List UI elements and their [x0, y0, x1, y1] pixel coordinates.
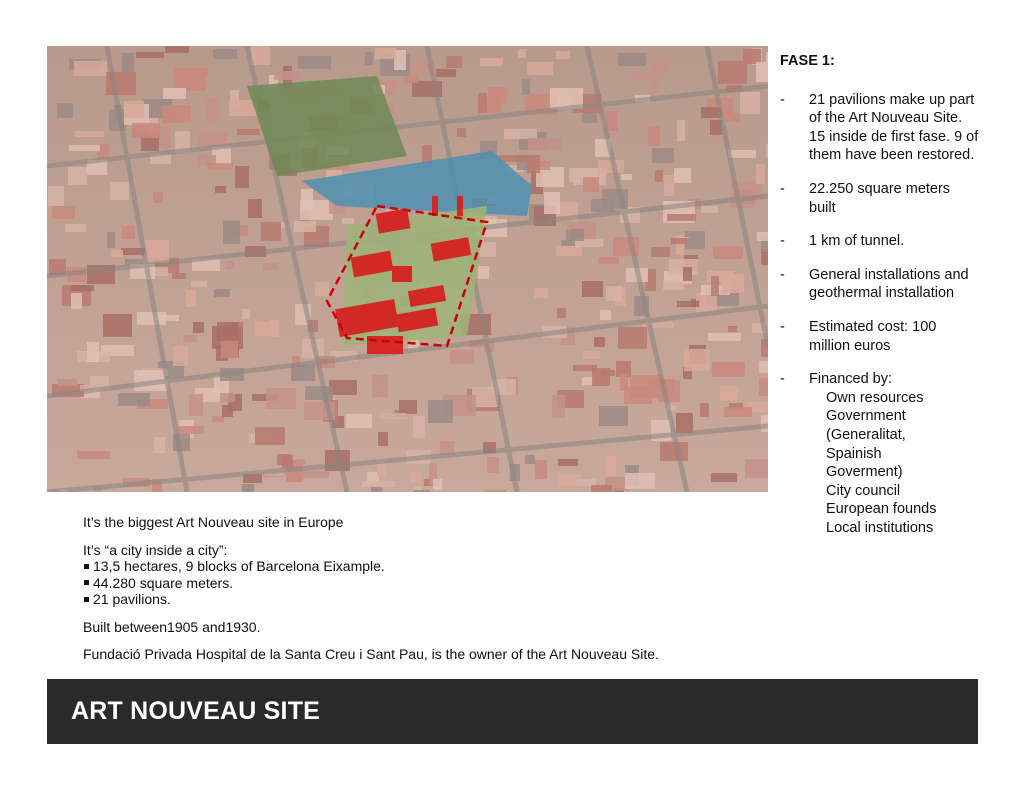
roof-block — [556, 51, 570, 59]
roof-block — [599, 406, 628, 426]
financed-item: (Generalitat, — [826, 426, 906, 443]
roof-block — [52, 206, 75, 219]
roof-block — [598, 257, 619, 264]
roof-block — [362, 481, 395, 487]
roof-block — [720, 386, 738, 401]
roof-block — [242, 309, 250, 319]
roof-block — [214, 289, 230, 297]
roof-block — [71, 285, 94, 291]
roof-block — [718, 61, 747, 84]
roof-block — [266, 388, 296, 409]
roof-block — [650, 82, 658, 93]
roof-block — [163, 88, 186, 99]
financed-item: Spainish — [826, 445, 882, 462]
roof-block — [582, 281, 603, 297]
roof-block — [154, 437, 165, 453]
roof-block — [178, 69, 208, 77]
roof-block — [701, 206, 718, 213]
roof-block — [756, 164, 765, 184]
point-item — [83, 591, 783, 608]
roof-block — [71, 293, 82, 309]
roof-block — [504, 129, 537, 139]
roof-block — [618, 53, 646, 66]
roof-block — [153, 192, 163, 203]
roof-block — [235, 166, 249, 188]
roof-block — [207, 163, 233, 170]
fase-bullet: - 21 pavilions make up part of the Art Nouveau Site. 15 inside de first fase. 9 of them have been restored. — [780, 91, 979, 164]
built-line: Built between1905 and1930. — [83, 618, 261, 635]
roof-block — [379, 413, 407, 419]
roof-block — [189, 394, 203, 416]
fase-bullet: - General installations and geothermal installation — [780, 266, 969, 302]
roof-block — [294, 221, 316, 232]
aerial-city-image — [47, 46, 768, 492]
square-bullet-icon — [84, 580, 89, 585]
square-bullet-icon — [84, 597, 89, 602]
roof-block — [68, 167, 87, 185]
intro-text — [83, 514, 783, 663]
roof-block — [743, 49, 761, 64]
roof-block — [255, 427, 285, 445]
fase-panel — [780, 52, 980, 552]
roof-block — [457, 128, 466, 137]
roof-block — [557, 308, 566, 318]
roof-block — [534, 288, 548, 298]
fase-title: FASE 1: — [780, 53, 835, 69]
roof-block — [684, 349, 710, 371]
roof-block — [708, 333, 741, 341]
roof-block — [756, 62, 768, 82]
roof-block — [410, 472, 421, 483]
roof-block — [107, 232, 115, 248]
financed-list — [809, 389, 980, 538]
aerial-photo — [47, 46, 768, 492]
roof-block — [103, 314, 132, 337]
roof-block — [479, 242, 496, 257]
roof-block — [487, 457, 499, 473]
roof-block — [450, 350, 474, 364]
point-item — [83, 575, 783, 592]
roof-block — [282, 455, 293, 468]
roof-block — [342, 218, 354, 224]
roof-block — [378, 432, 388, 446]
roof-block — [651, 247, 670, 257]
fase-bullet: - 1 km of tunnel. — [780, 233, 905, 250]
roof-block — [305, 386, 333, 400]
roof-block — [740, 92, 760, 114]
roof-block — [583, 351, 600, 359]
roof-block — [652, 59, 669, 74]
roof-block — [217, 322, 238, 341]
roof-block — [676, 413, 693, 433]
roof-block — [728, 326, 737, 332]
roof-block — [674, 168, 691, 183]
roof-block — [600, 310, 611, 320]
roof-block — [110, 182, 129, 200]
roof-block — [69, 145, 100, 151]
roof-block — [618, 327, 647, 349]
roof-block — [663, 281, 684, 290]
roof-block — [77, 451, 110, 459]
roof-block — [518, 49, 526, 58]
roof-block — [261, 222, 281, 241]
roof-block — [74, 61, 107, 76]
point-text: 44.280 square meters. — [93, 574, 234, 591]
roof-block — [606, 456, 616, 476]
roof-block — [186, 290, 196, 307]
point-text: 21 pavilions. — [93, 591, 171, 607]
financed-item: European founds — [826, 501, 937, 518]
roof-block — [153, 267, 168, 276]
roof-block — [298, 56, 331, 69]
roof-block — [300, 200, 333, 220]
roof-block — [591, 485, 612, 492]
roof-block — [215, 186, 226, 193]
financed-item: City council — [826, 482, 901, 499]
fase-bullet-text: 21 pavilions make up part of the Art Nouveau Site. 15 inside de first fase. 9 of them have been restored. — [809, 91, 979, 164]
roof-block — [745, 459, 768, 478]
roof-block — [436, 69, 456, 77]
roof-block — [480, 58, 503, 66]
roof-block — [251, 46, 270, 65]
roof-block — [300, 471, 329, 478]
roof-block — [296, 459, 305, 465]
roof-block — [65, 224, 86, 232]
roof-block — [263, 263, 278, 270]
roof-block — [248, 199, 262, 218]
roof-block — [544, 192, 560, 214]
roof-block — [87, 342, 99, 362]
point-text: 13,5 hectares, 9 blocks of Barcelona Eixample. — [93, 558, 385, 574]
roof-block — [178, 426, 204, 434]
roof-block — [558, 459, 578, 466]
roof-block — [630, 375, 661, 398]
roof-block — [173, 346, 188, 366]
roof-block — [75, 131, 104, 137]
banner-title: ART NOUVEAU SITE — [71, 697, 321, 725]
roof-block — [414, 490, 430, 492]
roof-block — [677, 120, 685, 141]
roof-block — [162, 112, 178, 122]
roof-block — [525, 455, 535, 464]
roof-block — [478, 93, 487, 113]
roof-block — [315, 282, 329, 296]
roof-block — [223, 221, 240, 244]
roof-block — [193, 322, 204, 333]
intro-line: It’s the biggest Art Nouveau site in Europe — [83, 514, 344, 530]
roof-block — [488, 87, 507, 103]
roof-block — [428, 400, 453, 423]
roof-block — [371, 487, 382, 492]
roof-block — [757, 232, 768, 241]
roof-block — [48, 186, 64, 206]
fase-bullet-text: Estimated cost: 100 million euros — [809, 318, 937, 354]
roof-block — [191, 281, 207, 287]
roof-block — [372, 375, 388, 397]
title-banner — [47, 679, 978, 744]
roof-block — [535, 460, 547, 479]
roof-block — [122, 53, 134, 72]
roof-block — [713, 246, 743, 259]
fase-bullet: - 22.250 square meters built — [780, 180, 951, 216]
roof-block — [137, 312, 166, 325]
roof-block — [728, 150, 756, 158]
roof-block — [683, 267, 692, 281]
roof-block — [527, 62, 553, 75]
roof-block — [625, 473, 655, 489]
roof-block — [700, 403, 709, 417]
roof-block — [677, 301, 699, 307]
roof-block — [446, 56, 462, 68]
roof-block — [145, 240, 169, 263]
roof-block — [165, 46, 189, 53]
roof-block — [522, 79, 530, 95]
roof-block — [724, 407, 752, 417]
roof-block — [711, 473, 737, 482]
roof-block — [766, 52, 768, 62]
roof-block — [118, 393, 150, 406]
roof-block — [576, 479, 596, 486]
roof-block — [759, 361, 768, 373]
financed-item: Own resources — [826, 389, 924, 406]
roof-block — [172, 273, 186, 279]
city-heading: It’s “a city inside a city”: — [83, 541, 228, 558]
roof-block — [620, 374, 628, 391]
roof-block — [671, 238, 689, 244]
roof-block — [111, 250, 123, 257]
roof-block — [346, 414, 372, 428]
roof-block — [594, 337, 605, 347]
fase-bullet-text: Financed by: — [809, 371, 893, 388]
roof-block — [711, 276, 719, 296]
point-item — [83, 558, 783, 575]
roof-block — [183, 335, 197, 342]
roof-block — [725, 113, 740, 122]
roof-block — [222, 405, 233, 417]
roof-block — [132, 123, 160, 138]
roof-block — [485, 490, 506, 492]
roof-block — [136, 52, 164, 58]
owner-line: Fundació Privada Hospital de la Santa Creu i Sant Pau, is the owner of the Art Nouveau Site. — [83, 646, 659, 662]
roof-block — [566, 230, 584, 241]
roof-block — [528, 138, 561, 150]
roof-block — [413, 416, 425, 438]
roof-block — [606, 286, 622, 301]
roof-block — [667, 214, 696, 221]
roof-block — [237, 129, 260, 135]
roof-block — [652, 148, 674, 163]
fase-bullet-text: 22.250 square meters built — [809, 180, 951, 216]
roof-block — [399, 400, 417, 414]
roof-block — [761, 415, 768, 432]
roof-block — [205, 98, 220, 121]
roof-block — [552, 395, 565, 418]
roof-block — [621, 174, 632, 180]
roof-block — [255, 322, 277, 336]
fase-bullet: - Financed by: Own resources Government (Generalitat, Spainish Goverment) City council European founds Local institutions — [780, 370, 980, 537]
roof-block — [712, 362, 745, 377]
fase-bullet-text: General installations and geothermal installation — [809, 266, 969, 302]
roof-block — [766, 144, 768, 157]
financed-item: Local institutions — [826, 519, 934, 536]
roof-block — [124, 101, 144, 118]
roof-block — [329, 380, 357, 395]
roof-block — [242, 484, 254, 492]
fase-bullet-text: 1 km of tunnel. — [809, 233, 905, 250]
financed-item: Goverment) — [826, 464, 903, 481]
roof-block — [478, 266, 489, 279]
roof-block — [375, 48, 396, 59]
roof-block — [274, 71, 300, 80]
roof-block — [365, 52, 373, 65]
roof-block — [664, 175, 674, 196]
roof-block — [225, 261, 234, 269]
roof-block — [213, 49, 237, 59]
roof-block — [648, 126, 660, 146]
roof-block — [122, 226, 135, 239]
roof-block — [433, 479, 442, 490]
roof-block — [759, 378, 768, 396]
fase-bullet: - Estimated cost: 100 million euros — [780, 318, 937, 354]
roof-block — [57, 103, 73, 118]
roof-block — [655, 170, 663, 182]
roof-block — [573, 365, 597, 371]
financed-item: Government — [826, 408, 906, 425]
square-bullet-icon — [84, 564, 89, 569]
roof-block — [527, 155, 540, 173]
roof-block — [583, 177, 599, 192]
roof-block — [57, 379, 77, 386]
